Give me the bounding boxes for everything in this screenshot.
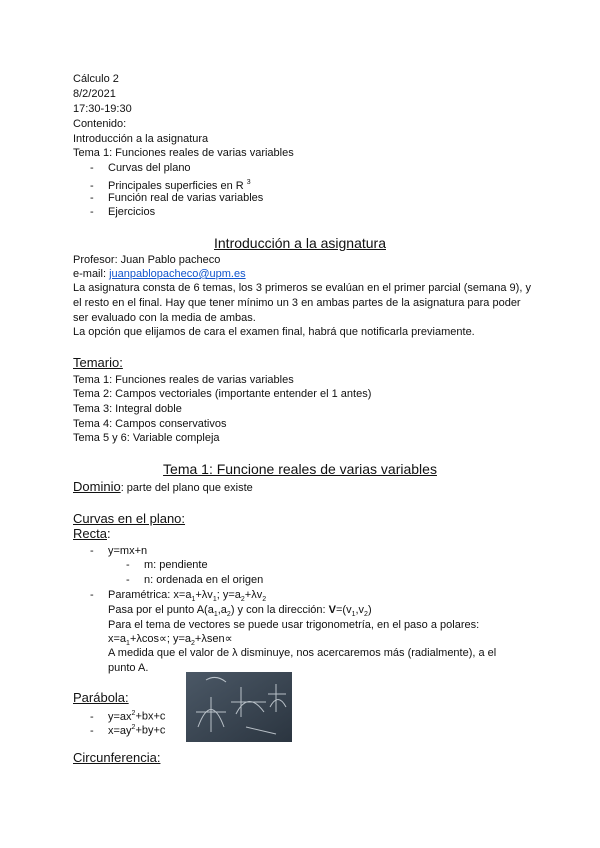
temario-title: Temario: xyxy=(73,355,123,370)
contents-item: Introducción a la asignatura xyxy=(73,133,209,145)
list-item: - m: pendiente xyxy=(126,559,208,571)
contents-item: Tema 1: Funciones reales de varias variables xyxy=(73,147,294,159)
list-item: - Curvas del plano xyxy=(90,162,191,174)
vectores-line: Para el tema de vectores se puede usar trigonometría, en el paso a polares: xyxy=(108,619,480,631)
class-time: 17:30-19:30 xyxy=(73,103,132,115)
email-link[interactable]: juanpablopacheco@upm.es xyxy=(109,268,246,280)
list-item: - Ejercicios xyxy=(90,206,156,218)
email-line: e-mail: juanpablopacheco@upm.es xyxy=(73,268,246,280)
dominio-line: Dominio: parte del plano que existe xyxy=(73,479,253,494)
list-item: - Paramétrica: $x=a_1+\lambda v_1$; $y=a_2+\lambda v_2$ xyxy=(90,589,267,604)
parabola-title: Parábola: xyxy=(73,690,129,705)
temario-item: Tema 4: Campos conservativos xyxy=(73,418,227,430)
temario-item: Tema 2: Campos vectoriales (importante entender el 1 antes) xyxy=(73,388,372,400)
list-item: - Principales superficies en R $^3$ xyxy=(90,179,251,192)
section-title-tema1: Tema 1: Funcione reales de varias variables xyxy=(163,461,437,477)
temario-item: Tema 3: Integral doble xyxy=(73,403,182,415)
circunferencia-title: Circunferencia: xyxy=(73,750,161,765)
section-title-intro: Introducción a la asignatura xyxy=(214,235,386,251)
intro-paragraph-2: La opción que elijamos de cara el examen final, habrá que notificarla previamente. xyxy=(73,326,475,338)
param-point-line: Pasa por el punto $A(a_1,a_2)$ y con la dirección: $V=(v_1,v_2)$ xyxy=(108,604,372,619)
list-item: - y=mx+n xyxy=(90,545,148,557)
list-item: - $x=ay^2+by+c$ xyxy=(90,724,166,737)
lambda-paragraph: A medida que el valor de λ disminuye, nos acercaremos más (radialmente), a el punto A. xyxy=(108,647,497,674)
temario-item: Tema 5 y 6: Variable compleja xyxy=(73,432,220,444)
professor-line: Profesor: Juan Pablo pacheco xyxy=(73,254,221,266)
list-item: - $y=ax^2+bx+c$ xyxy=(90,710,166,723)
list-item: - n: ordenada en el origen xyxy=(126,574,264,586)
polar-eq-line: $x=a_1+\lambda\cos\propto$; $y=a_2+\lambda sen\propto$ xyxy=(108,633,233,648)
temario-item: Tema 1: Funciones reales de varias variables xyxy=(73,374,294,386)
intro-paragraph: La asignatura consta de 6 temas, los 3 primeros se evalúan en el primer parcial (semana 9), y el resto en el final. Hay que tener mínimo un 3 en ambas partes de la asignatura para poder ser evaluado con la media de ambas. xyxy=(73,282,531,324)
contents-label: Contenido: xyxy=(73,118,127,130)
curvas-title: Curvas en el plano: xyxy=(73,511,186,526)
chalkboard-sketch xyxy=(186,672,292,742)
list-item: - Función real de varias variables xyxy=(90,192,264,204)
recta-title: Recta: xyxy=(73,526,111,541)
class-date: 8/2/2021 xyxy=(73,88,116,100)
course-title: Cálculo 2 xyxy=(73,73,119,85)
chalkboard-photo xyxy=(186,672,292,742)
